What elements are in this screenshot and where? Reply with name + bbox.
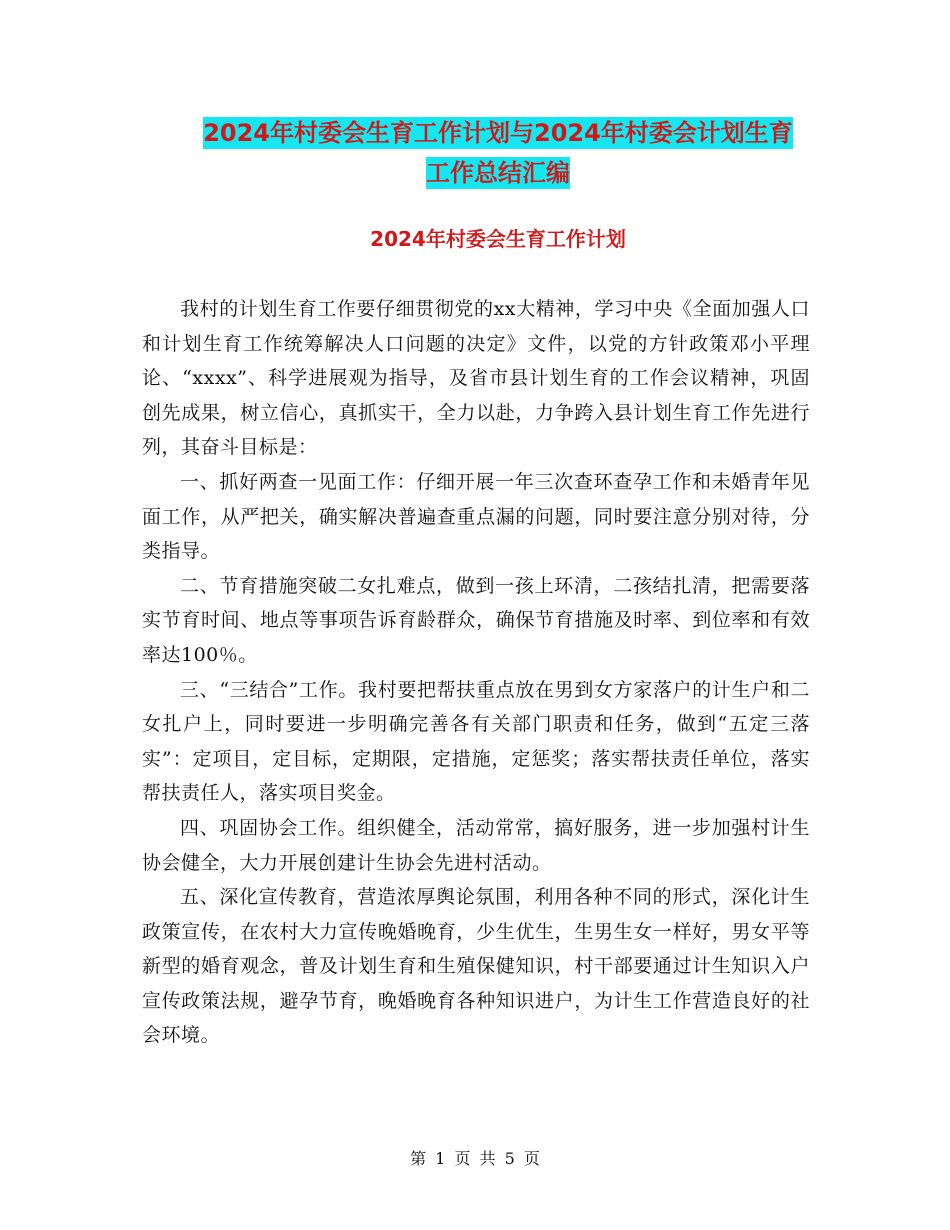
paragraph-item-2: 二、节育措施突破二女扎难点，做到一孩上环清，二孩结扎清，把需要落实节育时间、地点等事项告诉育龄群众，确保节育措施及时率、到位率和有效率达100％。 xyxy=(142,574,810,666)
paragraph-item-3: 三、“三结合”工作。我村要把帮扶重点放在男到女方家落户的计生户和二女扎户上，同时要进一步明确完善各有关部门职责和任务，做到“五定三落实”：定项目，定目标，定期限，定措施，定惩奖；落实帮扶责任单位，落实帮扶责任人，落实项目奖金。 xyxy=(142,678,810,805)
paragraph-intro: 我村的计划生育工作要仔细贯彻党的xx大精神，学习中央《全面加强人口和计划生育工作统筹解决人口问题的决定》文件，以党的方针政策邓小平理论、“xxxx”、科学进展观为指导，及省市县计划生育的工作会议精神，巩固创先成果，树立信心，真抓实干，全力以赴，力争跨入县计划生育工作先进行列，其奋斗目标是： xyxy=(142,298,810,459)
document-body xyxy=(142,292,810,1053)
document-title xyxy=(140,113,856,193)
title-line-1: 2024年村委会生育工作计划与2024年村委会计划生育 xyxy=(203,119,793,147)
paragraph-item-4: 四、巩固协会工作。组织健全，活动常常，搞好服务，进一步加强村计生协会健全，大力开展创建计生协会先进村活动。 xyxy=(142,816,810,874)
page-footer: 第 1 页 共 5 页 xyxy=(410,1149,540,1168)
paragraph-item-1: 一、抓好两查一见面工作：仔细开展一年三次查环查孕工作和未婚青年见面工作，从严把关，确实解决普遍查重点漏的问题，同时要注意分别对待，分类指导。 xyxy=(142,470,810,563)
section-heading: 2024年村委会生育工作计划 xyxy=(370,227,626,251)
title-line-2: 工作总结汇编 xyxy=(426,159,570,187)
paragraph-item-5: 五、深化宣传教育，营造浓厚舆论氛围，利用各种不同的形式，深化计生政策宣传，在农村大力宣传晚婚晚育，少生优生，生男生女一样好，男女平等新型的婚育观念，普及计划生育和生殖保健知识，村干部要通过计生知识入户宣传政策法规，避孕节育，晚婚晚育各种知识进户，为计生工作营造良好的社会环境。 xyxy=(142,886,810,1047)
